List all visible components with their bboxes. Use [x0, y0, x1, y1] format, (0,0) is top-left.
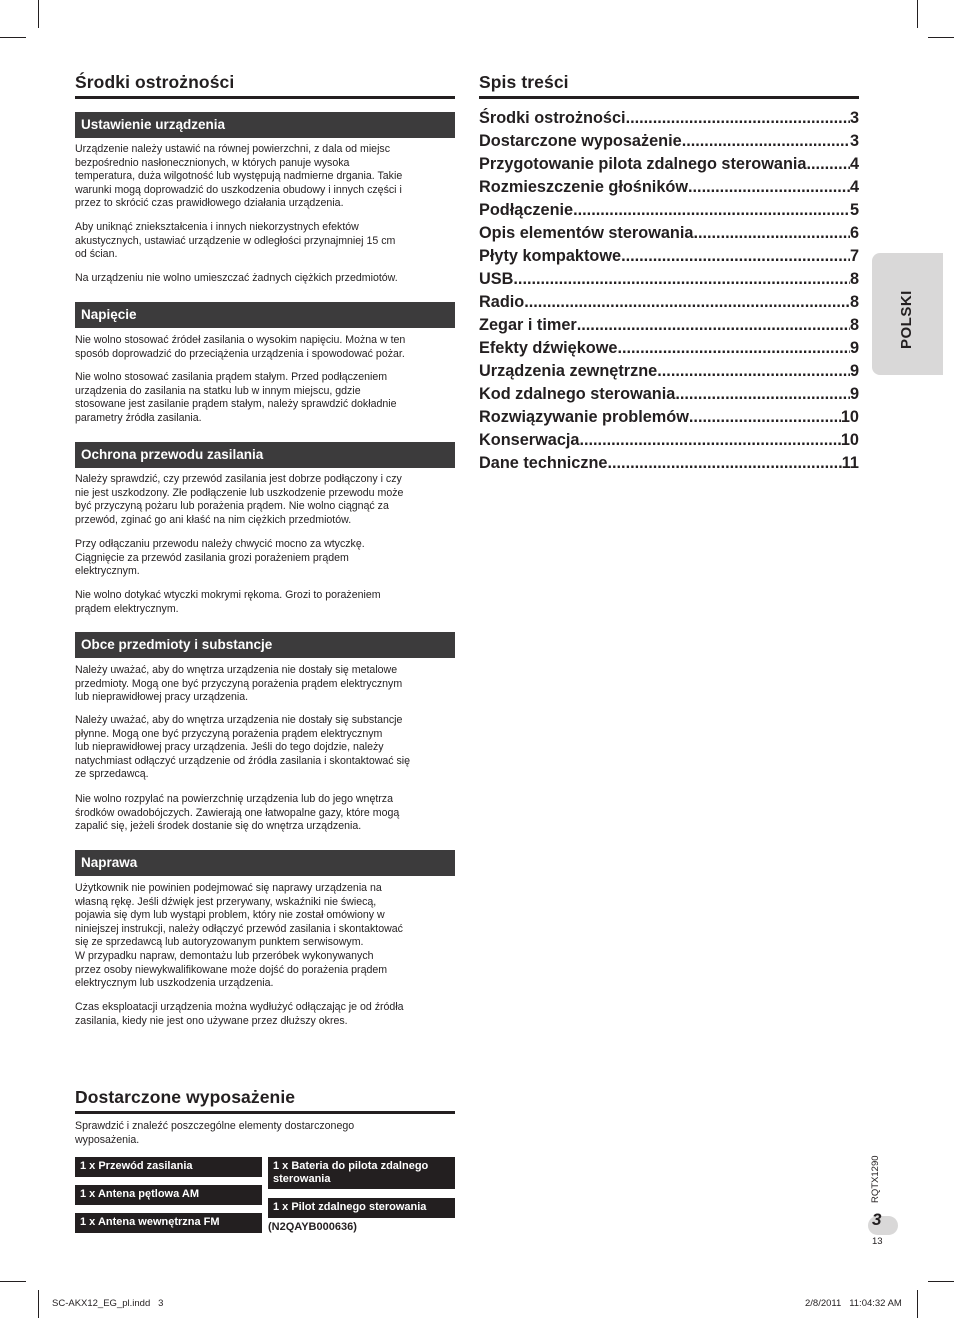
toc-entry	[479, 222, 859, 245]
toc-entry-page: 7	[849, 247, 859, 265]
toc-entry-page: 8	[849, 270, 859, 288]
toc-entry-title: Dane techniczne	[479, 454, 608, 472]
toc-entry-page: 11	[841, 454, 859, 472]
accessory-item: 1 x Antena wewnętrzna FM	[75, 1213, 262, 1233]
toc-leader-dots	[621, 245, 850, 268]
toc-leader-dots	[577, 314, 850, 337]
footer-file: SC-AKX12_EG_pl.indd 3	[52, 1298, 164, 1309]
crop-mark	[917, 0, 918, 28]
paragraph: Przy odłączaniu przewodu należy chwycić mocno za wtyczkę. Ciągnięcie za przewód zasilania grozi porażeniem prądem elektrycznym.	[75, 538, 365, 578]
toc-leader-dots	[682, 130, 850, 153]
toc-entry-page: 5	[849, 201, 859, 219]
toc-entry-title: Efekty dźwiękowe	[479, 339, 618, 357]
language-tab	[872, 253, 943, 375]
toc-entry-page: 3	[849, 109, 859, 127]
section-heading: Naprawa	[75, 850, 455, 876]
paragraph: Nie wolno stosować zasilania prądem stałym. Przed podłączeniem urządzenia do zasilania na statku lub w innym miejscu, gdzie stosowane jest zasilanie prądem stałym, należy sprawdzić dokładnie parametry źródła zasilania.	[75, 371, 397, 424]
toc-leader-dots	[579, 429, 840, 452]
accessory-item: 1 x Bateria do pilota zdalnego sterowania	[268, 1157, 455, 1189]
toc-entry	[479, 383, 859, 406]
remote-code: (N2QAYB000636)	[268, 1221, 357, 1233]
crop-mark	[38, 1290, 39, 1318]
paragraph: Należy uważać, aby do wnętrza urządzenia nie dostały się metalowe przedmioty. Mogą one być przyczyną porażenia prądem elektrycznym lub nieprawidłowej pracy urządzenia.	[75, 664, 403, 704]
toc-leader-dots	[693, 222, 850, 245]
toc-entry	[479, 153, 859, 176]
paragraph: Nie wolno stosować źródeł zasilania o wysokim napięciu. Można w ten sposób doprowadzić do przeciążenia urządzenia i spowodować pożar.	[75, 334, 406, 360]
accessories-intro: Sprawdzić i znaleźć poszczególne elementy dostarczonego wyposażenia.	[75, 1120, 355, 1146]
toc-leader-dots	[524, 291, 850, 314]
toc-leader-dots	[688, 176, 850, 199]
toc-entry-title: Płyty kompaktowe	[479, 247, 622, 265]
toc-entry-title: Rozwiązywanie problemów	[479, 408, 689, 426]
crop-mark	[0, 37, 26, 38]
toc-entry-title: Rozmieszczenie głośników	[479, 178, 688, 196]
toc-entry	[479, 360, 859, 383]
paragraph: Nie wolno rozpylać na powierzchnię urządzenia lub do jego wnętrza środków owadobójczych. Zawierają one łatwopalne gazy, które mogą zapalić się, jeżeli środek dostanie się do wnętrza urządzenia.	[75, 793, 400, 833]
toc-entry	[479, 337, 859, 360]
toc-entry-title: Konserwacja	[479, 431, 580, 449]
accessory-item: 1 x Antena pętlowa AM	[75, 1185, 262, 1205]
toc-leader-dots	[513, 268, 850, 291]
toc-entry-page: 9	[849, 385, 859, 403]
toc-entry-page: 4	[849, 178, 859, 196]
crop-mark	[928, 37, 954, 38]
crop-mark	[0, 1281, 26, 1282]
toc-entry-title: Urządzenia zewnętrzne	[479, 362, 658, 380]
toc-leader-dots	[675, 383, 850, 406]
paragraph: Czas eksploatacji urządzenia można wydłużyć odłączając je od źródła zasilania, kiedy nie jest ono używane przez dłuższy okres.	[75, 1001, 404, 1027]
sheet-number: 13	[872, 1236, 883, 1247]
toc-entry-page: 9	[849, 362, 859, 380]
toc-entry	[479, 176, 859, 199]
toc-entry	[479, 107, 859, 130]
toc-leader-dots	[657, 360, 850, 383]
toc-entry	[479, 429, 859, 452]
toc-entry-page: 3	[849, 132, 859, 150]
toc-entry-page: 10	[840, 408, 859, 426]
crop-mark	[928, 1281, 954, 1282]
footer-date: 2/8/2011 11:04:32 AM	[805, 1298, 902, 1309]
toc-entry-title: USB	[479, 270, 514, 288]
language-tab-label: POLSKI	[898, 290, 915, 349]
toc-entry-page: 8	[849, 293, 859, 311]
toc-entry-page: 8	[849, 316, 859, 334]
toc-entry-title: Radio	[479, 293, 525, 311]
toc-entry-title: Zegar i timer	[479, 316, 577, 334]
toc-leader-dots	[573, 199, 850, 222]
toc-entry-page: 10	[840, 431, 859, 449]
accessory-item: 1 x Przewód zasilania	[75, 1157, 262, 1177]
toc-entry-title: Dostarczone wyposażenie	[479, 132, 682, 150]
toc-entry	[479, 130, 859, 153]
accessories-title: Dostarczone wyposażenie	[75, 1087, 455, 1114]
paragraph: Na urządzeniu nie wolno umieszczać żadnych ciężkich przedmiotów.	[75, 272, 398, 284]
toc-entry	[479, 314, 859, 337]
toc-entry-title: Podłączenie	[479, 201, 574, 219]
toc-entry-page: 6	[849, 224, 859, 242]
toc-title: Spis treści	[479, 72, 859, 99]
toc-entry-title: Przygotowanie pilota zdalnego sterowania	[479, 155, 807, 173]
toc-leader-dots	[617, 337, 849, 360]
doc-code: RQTX1290	[870, 1155, 881, 1203]
accessory-item: 1 x Pilot zdalnego sterowania	[268, 1198, 455, 1218]
toc-entry	[479, 245, 859, 268]
section-heading: Obce przedmioty i substancje	[75, 632, 455, 658]
paragraph: Urządzenie należy ustawić na równej powierzchni, z dala od miejsc bezpośrednio nasłonecznionych, w których panuje wysoka temperatura, duża wilgotność lub występują nadmierne drgania. Takie warunki mogą doprowadzić do uszkodzenia obudowy i innych części i przez to skrócić czas prawidłowego działania urządzenia.	[75, 143, 403, 210]
paragraph: Użytkownik nie powinien podejmować się naprawy urządzenia na własną rękę. Jeśli dźwięk jest przerywany, wskaźniki nie świecą, pojawia się dym lub wystąpi problem, który nie został omówiony w niniejszej instrukcji, należy odłączyć przewód zasilania i skontaktować się ze sprzedawcą lub autoryzowanym punktem serwisowym. W przypadku napraw, demontażu lub przeróbek wykonywanych przez osoby niewykwalifikowane może dojść do porażenia prądem elektrycznym lub uszkodzenia urządzenia.	[75, 882, 403, 990]
section-heading: Ochrona przewodu zasilania	[75, 442, 455, 468]
precautions-title: Środki ostrożności	[75, 72, 455, 99]
paragraph: Nie wolno dotykać wtyczki mokrymi rękoma. Grozi to porażeniem prądem elektrycznym.	[75, 589, 381, 615]
toc-leader-dots	[626, 107, 850, 130]
paragraph: Należy uważać, aby do wnętrza urządzenia nie dostały się substancje płynne. Mogą one być przyczyną porażenia prądem elektrycznym lub nieprawidłowej pracy urządzenia. Jeśli do tego dojdzie, należy natychmiast odłączyć urządzenie od źródła zasilania i skontaktować się ze sprzedawcą.	[75, 714, 411, 781]
toc-entry-title: Środki ostrożności	[479, 109, 626, 127]
toc-entry-page: 9	[849, 339, 859, 357]
section-heading: Ustawienie urządzenia	[75, 112, 455, 138]
toc-entry-title: Kod zdalnego sterowania	[479, 385, 676, 403]
section-heading: Napięcie	[75, 302, 455, 328]
toc-list	[479, 107, 859, 475]
paragraph: Należy sprawdzić, czy przewód zasilania jest dobrze podłączony i czy nie jest uszkodzony. Złe podłączenie lub uszkodzenie przewodu może być przyczyną pożaru lub porażenia prądem. Nie wolno ciągnąć za przewód, zginać go ani kłaść na nim ciężkich przedmiotów.	[75, 473, 404, 526]
toc-leader-dots	[607, 452, 841, 475]
toc-entry	[479, 406, 859, 429]
toc-leader-dots	[689, 406, 841, 429]
toc-entry	[479, 452, 859, 475]
toc-entry	[479, 291, 859, 314]
toc-leader-dots	[807, 153, 850, 176]
crop-mark	[917, 1290, 918, 1318]
toc-entry	[479, 268, 859, 291]
page-number: 3	[872, 1210, 882, 1229]
toc-entry-title: Opis elementów sterowania	[479, 224, 694, 242]
toc-entry	[479, 199, 859, 222]
paragraph: Aby uniknąć zniekształcenia i innych niekorzystnych efektów akustycznych, ustawiać urządzenie w odległości przynajmniej 15 cm od ścian.	[75, 221, 396, 261]
toc-entry-page: 4	[849, 155, 859, 173]
crop-mark	[38, 0, 39, 28]
